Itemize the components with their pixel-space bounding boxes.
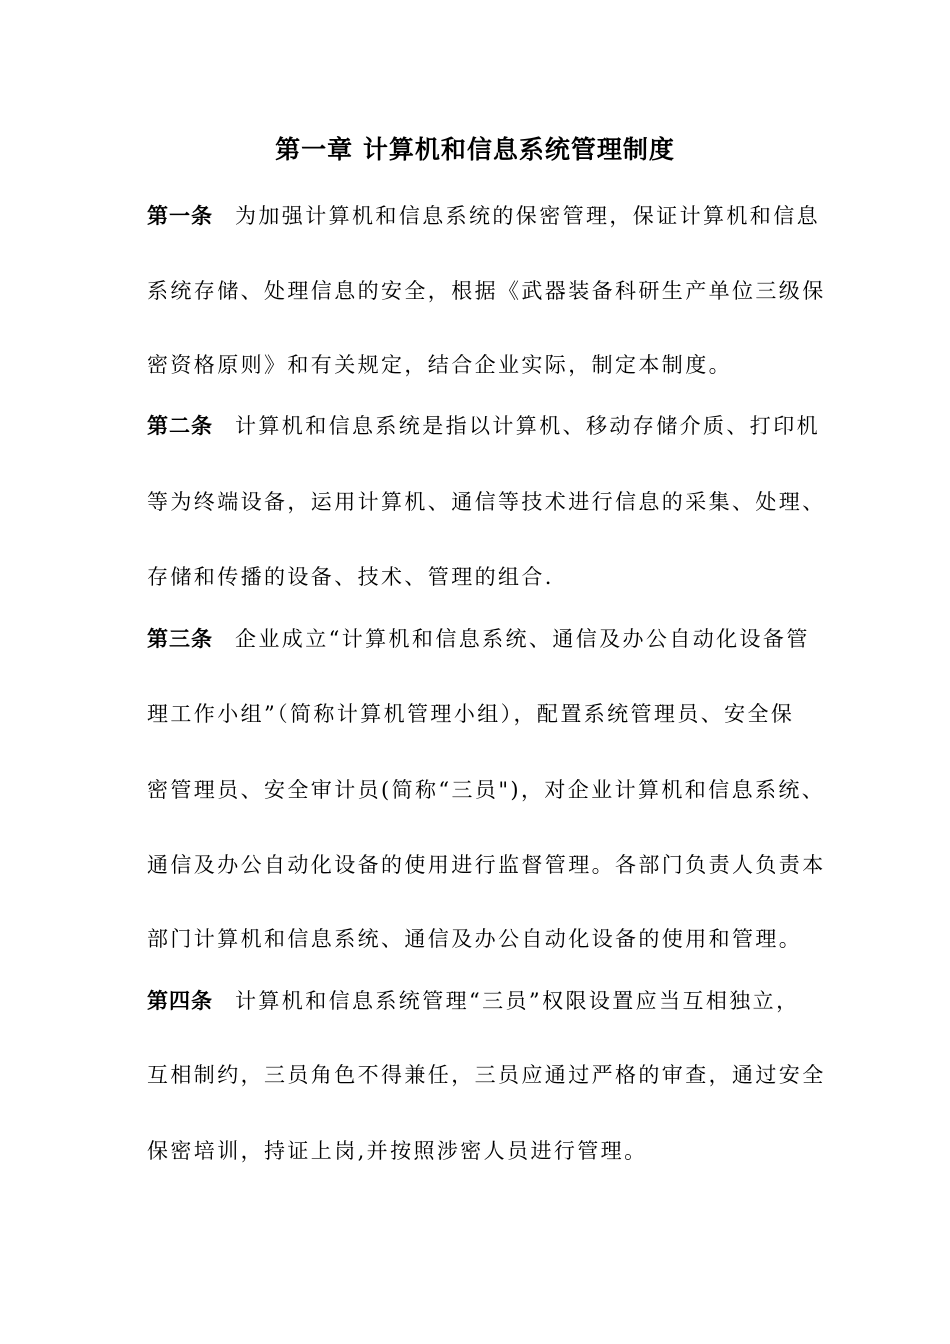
article-3-line-2: 理工作小组”（简称计算机管理小组），配置系统管理员、安全保 [147,702,795,726]
article-2-text-1: 计算机和信息系统是指以计算机、移动存储介质、打印机 [235,414,820,438]
article-1-label: 第一条 [147,204,213,228]
article-4-label: 第四条 [147,989,213,1013]
article-3-label: 第三条 [147,627,213,651]
article-1-line-2: 系统存储、处理信息的安全，根据《武器装备科研生产单位三级保 [147,279,826,303]
article-3-line-4: 通信及办公自动化设备的使用进行监督管理。各部门负责人负责本 [147,853,826,877]
article-2-line-2: 等为终端设备，运用计算机、通信等技术进行信息的采集、处理、 [147,490,826,514]
article-2-label: 第二条 [147,414,213,438]
article-1-line-3: 密资格原则》和有关规定，结合企业实际，制定本制度。 [147,353,732,377]
article-1-line-1 [147,200,820,232]
article-3-line-5: 部门计算机和信息系统、通信及办公自动化设备的使用和管理。 [147,927,803,951]
article-2-line-1 [147,410,820,442]
article-4-line-2: 互相制约，三员角色不得兼任，三员应通过严格的审查，通过安全 [147,1063,826,1087]
article-4-line-3: 保密培训，持证上岗,并按照涉密人员进行管理。 [147,1139,648,1163]
article-4-line-1 [147,985,799,1017]
article-2-line-3: 存储和传播的设备、技术、管理的组合. [147,565,554,589]
article-3-line-1 [147,623,810,655]
article-4-text-1: 计算机和信息系统管理“三员”权限设置应当互相独立， [235,989,800,1013]
article-1-text-1: 为加强计算机和信息系统的保密管理，保证计算机和信息 [235,204,820,228]
article-3-line-3: 密管理员、安全审计员(简称“三员")，对企业计算机和信息系统、 [147,778,826,802]
chapter-title: 第一章 计算机和信息系统管理制度 [275,135,675,164]
article-3-text-1: 企业成立“计算机和信息系统、通信及办公自动化设备管 [235,627,810,651]
